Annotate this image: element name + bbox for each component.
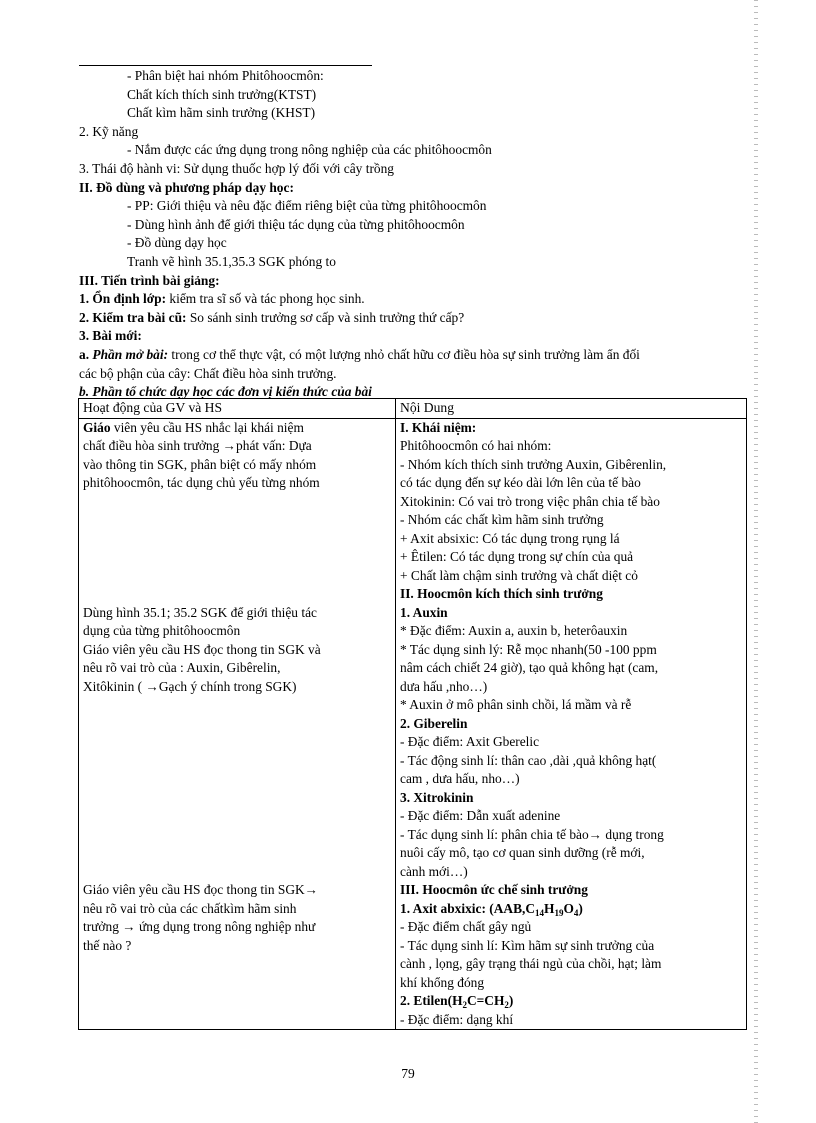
content-line: Xitokinin: Có vai trò trong việc phân chia tế bào [400, 493, 660, 509]
activity-line: phitôhoocmôn, tác dụng chủ yếu từng nhóm [83, 475, 320, 490]
content-line: - Đặc điểm: Axit Gberelic [400, 734, 540, 749]
content-line: - Đặc điểm: Dẫn xuất adenine [400, 808, 561, 823]
content-heading: 3. Xitrokinin [400, 789, 474, 805]
intro-line: - PP: Giới thiệu và nêu đặc điểm riêng biệt của từng phitôhoocmôn [127, 198, 487, 214]
teacher-label: Giáo [83, 419, 111, 435]
intro-line: 2. Kỹ năng [79, 123, 139, 139]
activity-line: Giáo viên yêu cầu HS đọc thong tin SGK và [83, 641, 321, 657]
activity-line: Giáo viên yêu cầu HS đọc thong tin SGK→ [83, 882, 319, 897]
intro-line [79, 309, 769, 328]
formula-subscript: 4 [573, 907, 579, 918]
formula-subscript: 14 [535, 907, 545, 918]
formula-subscript: 19 [554, 907, 564, 918]
step-label: 3. Bài mới: [79, 328, 142, 344]
intro-line: - Đồ dùng dạy học [127, 235, 227, 251]
formula-subscript: 2 [504, 1000, 509, 1010]
content-line: cành , lọng, gây trạng thái ngủ của chồi, hạt; làm [400, 956, 662, 971]
section-heading: III. Tiến trình bài giảng: [79, 272, 220, 288]
activity-line: nêu rõ vai trò của các chấtkìm hãm sinh [83, 900, 297, 916]
content-line: - Đặc điểm: dạng khí [400, 1011, 514, 1027]
content-line: + Êtilen: Có tác dụng trong sự chín của quả [400, 549, 634, 564]
activity-line: thế nào ? [83, 937, 132, 953]
activity-column [79, 418, 396, 1030]
page-number: 79 [401, 1066, 415, 1081]
header-right: Nội Dung [396, 399, 747, 419]
step-label: Phần mở bài: [92, 346, 169, 362]
content-heading: III. Hoocmôn ức chế sinh trưởng [400, 882, 588, 897]
section-heading: b. Phần tổ chức dạy học các đơn vị kiến thức của bài [79, 384, 372, 400]
content-column [396, 418, 747, 1030]
content-line: * Tác dụng sinh lý: Rễ mọc nhanh(50 -100 ppm [400, 641, 657, 657]
step-label: 1. Ổn định lớp: [79, 291, 167, 307]
content-line: - Tác dụng sinh lí: Kìm hãm sự sinh trưởng của [400, 937, 655, 953]
intro-line: Tranh vẽ hình 35.1,35.3 SGK phóng to [127, 253, 336, 269]
content-heading: 1. Auxin [400, 604, 448, 620]
header-left: Hoạt động của GV và HS [79, 399, 396, 419]
content-line: khí khổng đóng [400, 974, 485, 990]
content-line: dưa hấu ,nho…) [400, 678, 488, 694]
section-heading: II. Đồ dùng và phương pháp dạy học: [79, 179, 294, 195]
content-line: * Đặc điểm: Auxin a, auxin b, heterôauxin [400, 623, 628, 638]
intro-line: - Phân biệt hai nhóm Phitôhoocmôn: [127, 68, 324, 83]
step-text: So sánh sinh trưởng sơ cấp và sinh trưởng thứ cấp? [186, 309, 465, 325]
formula-part: ) [578, 900, 583, 916]
header-rule [79, 65, 372, 66]
content-line: cam , dưa hấu, nho…) [400, 771, 520, 786]
content-heading: II. Hoocmôn kích thích sinh trưởng [400, 586, 603, 601]
content-line: nâm cách chiết 24 giờ), tạo quả không hạt (cam, [400, 660, 659, 675]
intro-section [79, 67, 769, 402]
content-line: - Tác dụng sinh lí: phân chia tế bào→ dụng trong [400, 826, 664, 842]
step-text: kiểm tra sĩ số và tác phong học sinh. [166, 291, 365, 307]
content-line: - Đặc điểm chất gây ngủ [400, 919, 532, 934]
intro-line: các bộ phận của cây: Chất điều hòa sinh trưởng. [79, 365, 337, 381]
formula-part: O [563, 900, 574, 916]
activity-line [83, 419, 391, 438]
formula-heading [400, 992, 742, 1011]
formula-part: H [544, 900, 555, 916]
content-heading: I. Khái niệm: [400, 419, 477, 435]
activity-line: vào thông tin SGK, phân biệt có mấy nhóm [83, 456, 317, 472]
formula-part: 2. Etilen(H [400, 993, 463, 1008]
intro-line: Chất kích thích sinh trưởng(KTST) [127, 86, 317, 102]
content-line: có tác dụng đến sự kéo dài lớn lên của tế bào [400, 475, 641, 490]
content-line: - Nhóm kích thích sinh trưởng Auxin, Gibêrenlin, [400, 456, 667, 472]
table-header-row [79, 399, 747, 419]
formula-part: C=CH [467, 993, 505, 1008]
content-heading: 2. Giberelin [400, 715, 468, 731]
intro-line [79, 346, 769, 365]
content-line: * Auxin ở mô phân sinh chồi, lá mầm và rễ [400, 697, 632, 712]
activity-line: Dùng hình 35.1; 35.2 SGK để giới thiệu tác [83, 604, 317, 620]
formula-part: 1. Axit abxixic: (AAB,C [400, 900, 536, 916]
content-line: - Nhóm các chất kìm hãm sinh trưởng [400, 512, 604, 527]
content-line: + Chất làm chậm sinh trưởng và chất diệt cỏ [400, 567, 638, 583]
activity-line: trưởng → ứng dụng trong nông nghiệp như [83, 919, 316, 934]
lesson-table [78, 398, 747, 1030]
step-label: 2. Kiểm tra bài cũ: [79, 309, 187, 325]
formula-heading [400, 900, 742, 919]
activity-line: Xitôkinin ( →Gạch ý chính trong SGK) [83, 678, 297, 694]
content-line: - Tác động sinh lí: thân cao ,dài ,quả không hạt( [400, 752, 657, 768]
activity-line: dụng của từng phitôhoocmôn [83, 623, 241, 638]
activity-line: chất điều hòa sinh trưởng →phát vấn: Dựa [83, 438, 312, 453]
formula-part: ) [508, 993, 514, 1008]
intro-line: 3. Thái độ hành vi: Sử dụng thuốc hợp lý đối với cây trồng [79, 160, 394, 176]
intro-line [79, 290, 769, 309]
activity-line: nêu rõ vai trò của : Auxin, Gibêrelin, [83, 660, 281, 675]
content-line: + Axit absixic: Có tác dụng trong rụng lá [400, 530, 620, 546]
intro-line: - Dùng hình ảnh để giới thiệu tác dụng của từng phitôhoocmôn [127, 216, 465, 232]
activity-text: viên yêu cầu HS nhắc lại khái niệm [110, 419, 304, 435]
intro-line: - Nắm được các ứng dụng trong nông nghiệp của các phitôhoocmôn [127, 142, 492, 158]
intro-line: Chất kìm hãm sinh trưởng (KHST) [127, 105, 316, 121]
content-line: cành mới…) [400, 863, 468, 879]
content-line: Phitôhoocmôn có hai nhóm: [400, 438, 552, 453]
step-letter: a. [79, 346, 90, 362]
formula-subscript: 2 [462, 1000, 467, 1010]
step-text: trong cơ thể thực vật, có một lượng nhỏ chất hữu cơ điều hòa sự sinh trưởng làm ẩn đối [168, 346, 640, 362]
content-line: nuôi cấy mô, tạo cơ quan sinh dưỡng (rễ mới, [400, 845, 645, 860]
table-row [79, 418, 747, 1030]
